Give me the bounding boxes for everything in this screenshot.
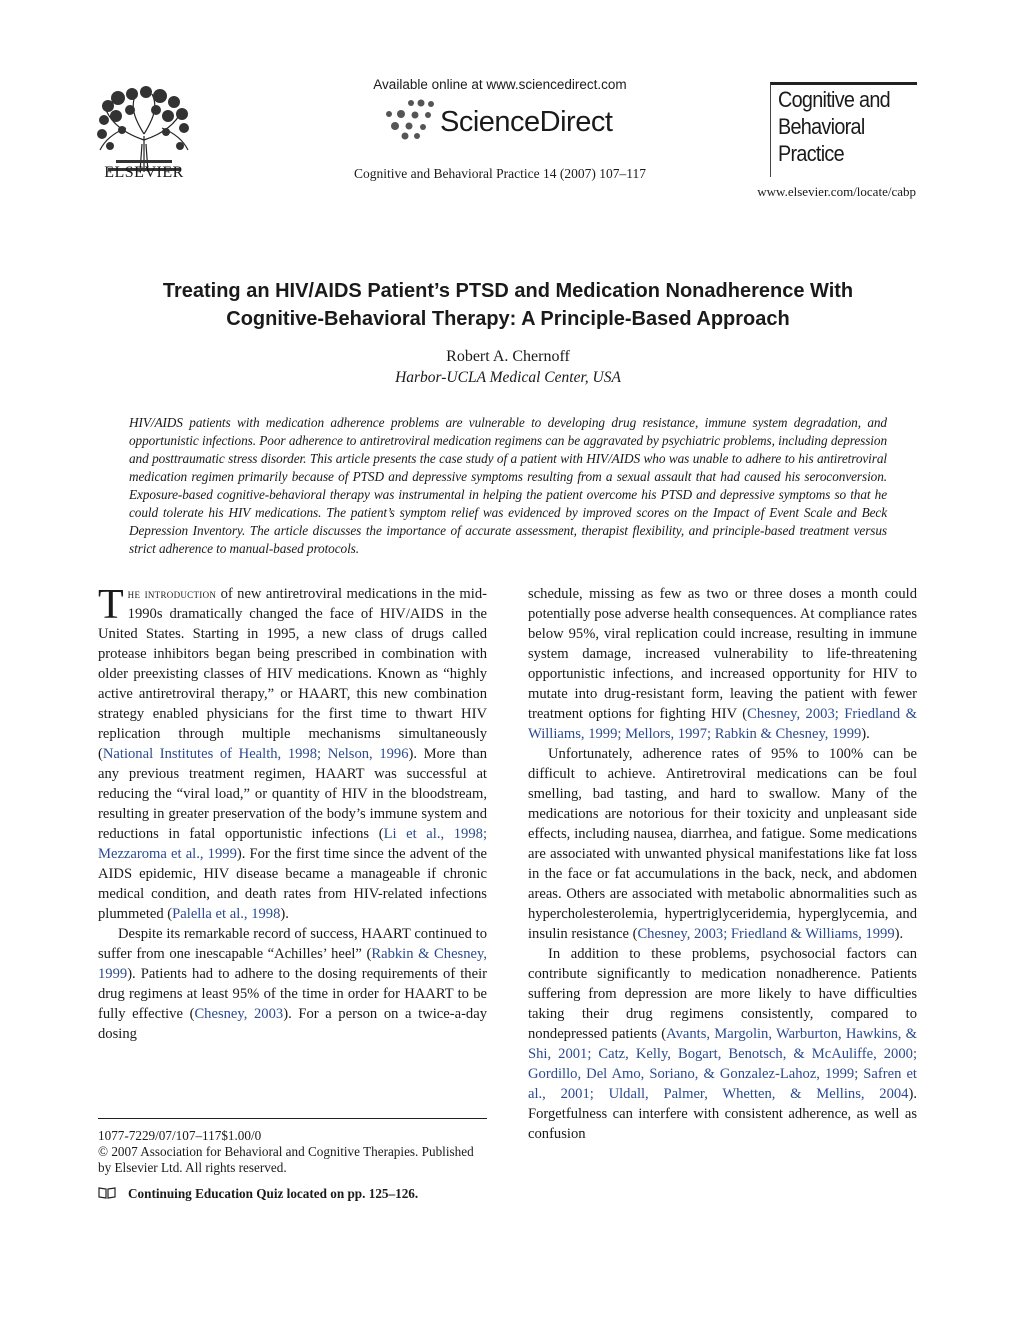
journal-title-line: Behavioral bbox=[778, 114, 865, 139]
reference-link[interactable]: Li et al., 1998; Mezzaroma et al., 1999 bbox=[98, 826, 487, 862]
body-paragraph bbox=[98, 924, 487, 1044]
copyright-notice: © 2007 Association for Behavioral and Cognitive Therapies. Published by Elsevier Ltd. All rights reserved. bbox=[98, 1144, 474, 1175]
journal-citation: Cognitive and Behavioral Practice 14 (2007) 107–117 bbox=[354, 166, 646, 181]
text-run: of new antiretroviral medications in the mid-1990s dramatically changed the face of HIV/AIDS in the United States. Starting in 1995, a new class of drugs called protease inhibitors began being prescribed in combination with older preexisting classes of HIV medications. Known as “highly active antiretroviral therapy,” or HAART, this new combination strategy enabled physicians for the first time to thwart HIV replication through multiple mechanisms simultaneously ( bbox=[98, 586, 487, 762]
text-run: Unfortunately, adherence rates of 95% to 100% can be difficult to achieve. Antiretroviral medications can be foul smelling, bad tasting, and hard to swallow. Many of the medications are notorious for their toxicity and unpleasant side effects, including nausea, diarrhea, and fatigue. Some medications are associated with unwanted physical manifestations like fat loss in the face or fat accumulations in the back, neck, and abdomen areas. Others are associated with metabolic abnormalities such as hypercholesterolemia, hypertriglyceridemia, hyperglycemia, and insulin resistance ( bbox=[528, 746, 917, 942]
journal-url-link[interactable]: www.elsevier.com/locate/cabp bbox=[757, 184, 916, 199]
author-affiliation: Harbor-UCLA Medical Center, USA bbox=[395, 369, 621, 386]
quiz-text: Continuing Education Quiz located on pp. 125–126. bbox=[128, 1186, 419, 1201]
text-run: ). bbox=[861, 726, 870, 742]
author-name: Robert A. Chernoff bbox=[446, 348, 570, 365]
reference-link[interactable]: Rabkin & Chesney, 1999 bbox=[98, 946, 488, 982]
reference-link[interactable]: Chesney, 2003 bbox=[194, 1006, 284, 1022]
journal-title-line: Practice bbox=[778, 141, 844, 166]
body-column-left bbox=[98, 584, 487, 1044]
text-run: ). Forgetfulness can interfere with consistent adherence, as well as confusion bbox=[528, 1086, 917, 1142]
text-run: ). For a person on a twice-a-day dosing bbox=[98, 1006, 488, 1042]
available-online-link[interactable]: Available online at www.sciencedirect.com bbox=[373, 77, 627, 92]
footnote-rule bbox=[98, 1118, 487, 1119]
body-paragraph bbox=[528, 744, 917, 944]
body-paragraph bbox=[528, 944, 917, 1144]
issn-code: 1077-7229/07/107–117$1.00/0 bbox=[98, 1128, 262, 1143]
abstract: HIV/AIDS patients with medication adherence problems are vulnerable to developing drug resistance, immune system degradation, and opportunistic infections. Poor adherence to antiretroviral medication regimens can be aggravated by psychiatric problems, including depression and posttraumatic stress disorder. This article presents the case study of a patient with HIV/AIDS who was unable to adhere to his antiretroviral medication regimen primarily because of PTSD and depressive symptoms resulting from a sexual assault that had caused his seroconversion. Exposure-based cognitive-behavioral therapy was instrumental in helping the patient overcome his PTSD and depressive symptoms so that he could tolerate his HIV medications. The patient’s symptom relief was evidenced by improved scores on the Impact of Event Scale and Beck Depression Inventory. The article discusses the importance of accurate assessment, therapist flexibility, and principle-based treatment versus strict adherence to manual-based protocols. bbox=[129, 415, 887, 556]
text-run: ). More than any previous treatment regimen, HAART was successful at reducing the “viral load,” or quantity of HIV in the bloodstream, resulting in greater preservation of the body’s immune system and reductions in fatal opportunistic infections ( bbox=[98, 746, 488, 842]
reference-link[interactable]: Avants, Margolin, Warburton, Hawkins, & Shi, 2001; Catz, Kelly, Bogart, Benotsch, & McAuliffe, 2000; Gordillo, Del Amo, Soriano, & Gonzalez-Lahoz, 1999; Safren et al., 2001; Uldall, Palmer, Whetten, & Mellins, 2004 bbox=[528, 1026, 918, 1102]
text-run: ). bbox=[894, 926, 904, 942]
text-run: schedule, missing as few as two or three doses a month could potentially pose adverse health consequences. At compliance rates below 95%, viral replication could increase, resulting in immune system damage, increased vulnerability to life-threatening opportunistic infections, and increased opportunity for HIV to mutate into drug-resistant form, leaving the patient with fewer treatment options for fighting HIV ( bbox=[528, 586, 917, 722]
article-title bbox=[100, 277, 916, 333]
text-run: ). bbox=[280, 906, 289, 922]
title-line: Treating an HIV/AIDS Patient’s PTSD and Medication Nonadherence With bbox=[162, 280, 854, 302]
journal-title-line: Cognitive and bbox=[778, 87, 890, 112]
text-run: In addition to these problems, psychosocial factors can contribute significantly to medication nonadherence. Patients suffering from depression are more likely to have difficulties taking their drug regimens consistently, compared to nondepressed patients ( bbox=[528, 946, 917, 1042]
small-caps-lead: he introduction bbox=[127, 586, 217, 601]
body-paragraph bbox=[98, 584, 487, 924]
reference-link[interactable]: Palella et al., 1998 bbox=[172, 906, 281, 922]
footnote bbox=[98, 1128, 487, 1176]
sciencedirect-wordmark: ScienceDirect bbox=[440, 106, 613, 138]
reference-link[interactable]: National Institutes of Health, 1998; Nelson, 1996 bbox=[102, 746, 409, 762]
text-run: ). Patients had to adhere to the dosing requirements of their drug regimens at least 95% of the time in order for HAART to be fully effective ( bbox=[98, 966, 487, 1022]
body-column-right bbox=[528, 584, 917, 1144]
journal-logo-title bbox=[778, 86, 890, 167]
quiz-notice bbox=[98, 1186, 487, 1202]
reference-link[interactable]: Chesney, 2003; Friedland & Williams, 1999 bbox=[637, 926, 895, 942]
reference-link[interactable]: Chesney, 2003; Friedland & Williams, 1999; Mellors, 1997; Rabkin & Chesney, 1999 bbox=[528, 706, 917, 742]
sciencedirect-dots-icon bbox=[381, 98, 437, 140]
title-line: Cognitive-Behavioral Therapy: A Principle-Based Approach bbox=[226, 308, 790, 330]
text-run: ). For the first time since the advent of the AIDS epidemic, HIV disease became a manageable if chronic medical condition, and death rates from HIV-related infections plummeted ( bbox=[98, 846, 487, 922]
drop-cap: T bbox=[98, 582, 124, 628]
publisher-name: ELSEVIER bbox=[104, 164, 184, 181]
open-book-icon bbox=[98, 1187, 116, 1199]
text-run: Despite its remarkable record of success, HAART continued to suffer from one inescapable “Achilles’ heel” ( bbox=[98, 926, 487, 962]
body-paragraph-continued bbox=[528, 584, 917, 744]
